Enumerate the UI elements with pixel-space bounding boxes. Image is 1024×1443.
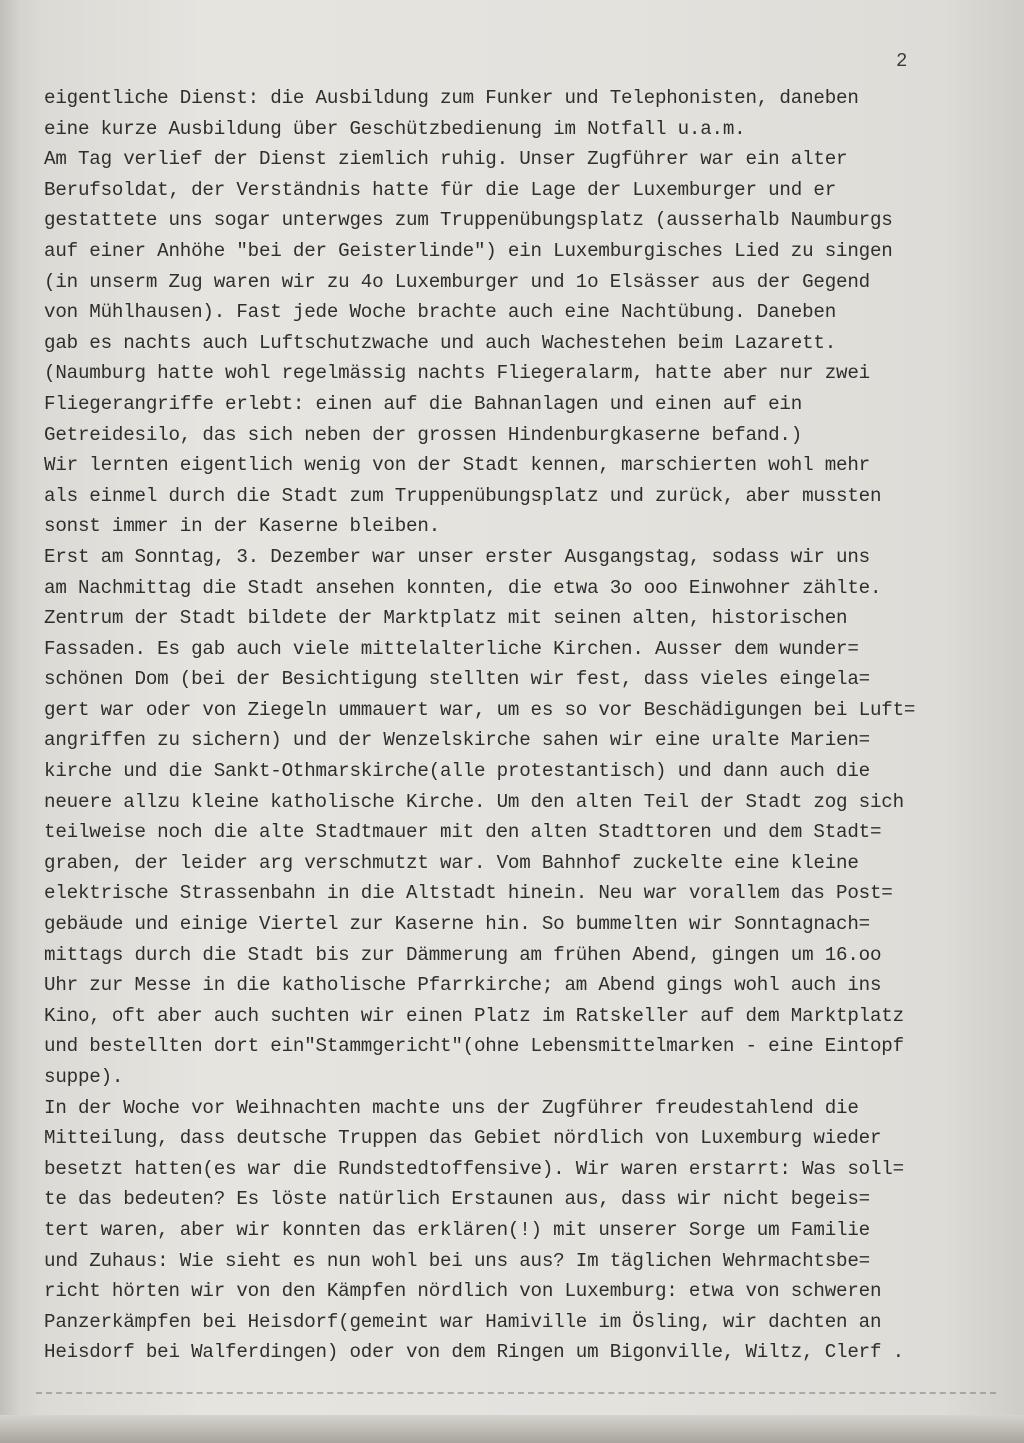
text-line: eigentliche Dienst: die Ausbildung zum Funker und Telephonisten, daneben (44, 87, 859, 109)
text-line: elektrische Strassenbahn in die Altstadt hinein. Neu war vorallem das Post= (44, 882, 893, 905)
text-line: gestattete uns sogar unterwges zum Truppenübungsplatz (ausserhalb Naumburgs (44, 209, 893, 232)
text-line: (Naumburg hatte wohl regelmässig nachts Fliegeralarm, hatte aber nur zwei (44, 362, 870, 385)
text-line: Wir lernten eigentlich wenig von der Stadt kennen, marschierten wohl mehr (44, 454, 870, 477)
text-line: und bestellten dort ein"Stammgericht"(ohne Lebensmittelmarken - eine Eintopf (44, 1035, 904, 1058)
text-line: Uhr zur Messe in die katholische Pfarrkirche; am Abend gings wohl auch ins (44, 974, 882, 997)
text-line: Heisdorf bei Walferdingen) oder von dem Ringen um Bigonville, Wiltz, Clerf . (44, 1341, 904, 1364)
text-line: graben, der leider arg verschmutzt war. Vom Bahnhof zuckelte eine kleine (44, 851, 859, 874)
text-line: Getreidesilo, das sich neben der grossen Hindenburgkaserne befand.) (44, 423, 803, 446)
text-line: Kino, oft aber auch suchten wir einen Platz im Ratskeller auf dem Marktplatz (44, 1004, 904, 1027)
text-line: auf einer Anhöhe "bei der Geisterlinde") ein Luxemburgisches Lied zu singen (44, 239, 893, 262)
text-line: tert waren, aber wir konnten das erklären(!) mit unserer Sorge um Familie (44, 1218, 870, 1241)
text-line: In der Woche vor Weihnachten machte uns der Zugführer freudestahlend die (44, 1096, 859, 1119)
text-line: richt hörten wir von den Kämpfen nördlich von Luxemburg: etwa von schweren (44, 1280, 882, 1303)
text-line: (in unserm Zug waren wir zu 4o Luxemburger und 1o Elsässer aus der Gegend (44, 270, 870, 293)
text-line: Panzerkämpfen bei Heisdorf(gemeint war Hamiville im Ösling, wir dachten an (44, 1310, 882, 1333)
text-line: te das bedeuten? Es löste natürlich Erstaunen aus, dass wir nicht begeis= (44, 1188, 870, 1211)
text-line: angriffen zu sichern) und der Wenzelskirche sahen wir eine uralte Marien= (44, 729, 870, 752)
text-line: mittags durch die Stadt bis zur Dämmerung am frühen Abend, gingen um 16.oo (44, 943, 882, 966)
text-line: Mitteilung, dass deutsche Truppen das Gebiet nördlich von Luxemburg wieder (44, 1127, 882, 1150)
text-line: kirche und die Sankt-Othmarskirche(alle protestantisch) und dann auch die (44, 760, 870, 783)
text-line: gert war oder von Ziegeln ummauert war, um es so vor Beschädigungen bei Luft= (44, 698, 916, 721)
page-left-edge (0, 0, 22, 1443)
text-line: am Nachmittag die Stadt ansehen konnten, die etwa 3o ooo Einwohner zählte. (44, 576, 882, 599)
text-line: Fassaden. Es gab auch viele mittelalterliche Kirchen. Ausser dem wunder= (44, 637, 859, 660)
text-line: eine kurze Ausbildung über Geschützbedienung im Notfall u.a.m. (44, 117, 746, 140)
text-line: suppe). (44, 1066, 124, 1088)
text-line: sonst immer in der Kaserne bleiben. (44, 515, 441, 538)
text-line: gab es nachts auch Luftschutzwache und auch Wachestehen beim Lazarett. (44, 331, 837, 354)
text-line: Berufsoldat, der Verständnis hatte für die Lage der Luxemburger und er (44, 178, 837, 201)
text-line: Zentrum der Stadt bildete der Marktplatz mit seinen alten, historischen (44, 607, 848, 630)
text-line: und Zuhaus: Wie sieht es nun wohl bei uns aus? Im täglichen Wehrmachtsbe= (44, 1249, 870, 1272)
text-line: Fliegerangriffe erlebt: einen auf die Bahnanlagen und einen auf ein (44, 392, 803, 415)
text-line: gebäude und einige Viertel zur Kaserne hin. So bummelten wir Sonntagnach= (44, 913, 870, 936)
text-line: von Mühlhausen). Fast jede Woche brachte auch eine Nachtübung. Daneben (44, 301, 837, 324)
text-line: teilweise noch die alte Stadtmauer mit den alten Stadttoren und dem Stadt= (44, 821, 882, 844)
text-line: als einmel durch die Stadt zum Truppenübungsplatz und zurück, aber mussten (44, 484, 882, 507)
bottom-rule (36, 1392, 996, 1394)
body-text (44, 83, 1004, 1368)
text-line: neuere allzu kleine katholische Kirche. Um den alten Teil der Stadt zog sich (44, 790, 904, 813)
text-line: Erst am Sonntag, 3. Dezember war unser erster Ausgangstag, sodass wir uns (44, 545, 870, 568)
page-bottom-edge (0, 1415, 1024, 1443)
text-line: schönen Dom (bei der Besichtigung stellten wir fest, dass vieles eingela= (44, 668, 870, 691)
page-number: 2 (896, 50, 909, 72)
text-line: besetzt hatten(es war die Rundstedtoffensive). Wir waren erstarrt: Was soll= (44, 1157, 904, 1180)
text-line: Am Tag verlief der Dienst ziemlich ruhig. Unser Zugführer war ein alter (44, 148, 848, 171)
